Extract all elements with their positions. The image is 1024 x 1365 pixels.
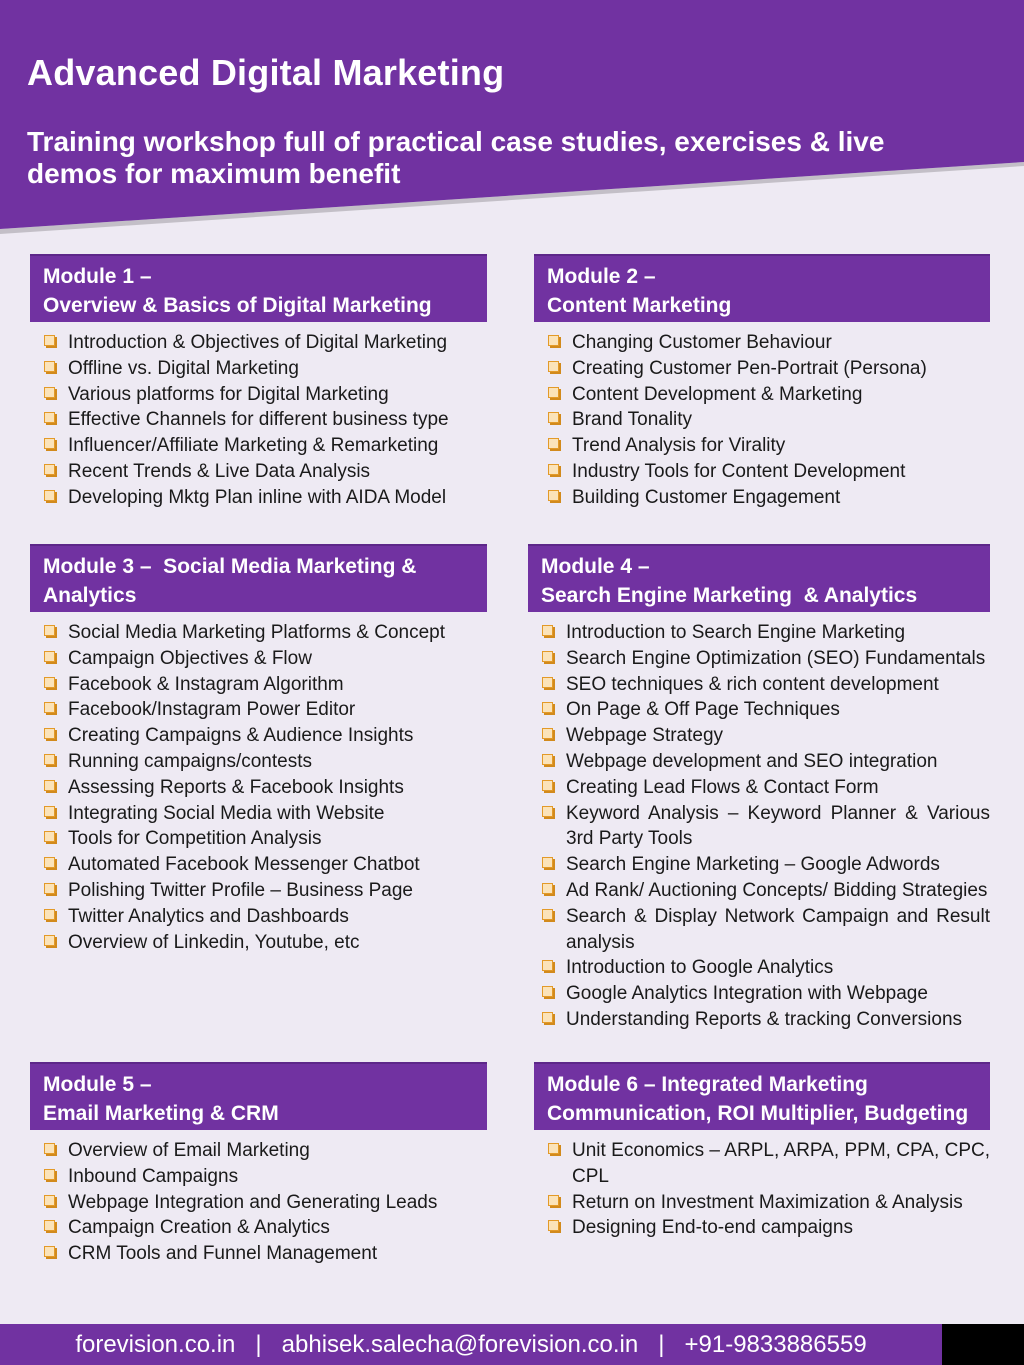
list-item bbox=[30, 801, 487, 827]
list-item bbox=[534, 433, 990, 459]
list-item bbox=[534, 407, 990, 433]
square-bullet-icon bbox=[542, 909, 553, 920]
square-bullet-icon bbox=[44, 935, 55, 946]
list-item bbox=[30, 697, 487, 723]
list-item-text: Unit Economics – ARPL, ARPA, PPM, CPA, CPC, CPL bbox=[572, 1140, 990, 1187]
list-item-text: Designing End-to-end campaigns bbox=[572, 1217, 853, 1239]
list-item bbox=[30, 826, 487, 852]
list-item-text: Webpage Integration and Generating Leads bbox=[68, 1191, 438, 1213]
square-bullet-icon bbox=[44, 677, 55, 688]
module-item-list bbox=[534, 330, 990, 511]
module-heading-line1: Module 6 – Integrated Marketing bbox=[547, 1073, 868, 1096]
footer-phone[interactable]: +91-9833886559 bbox=[684, 1330, 867, 1358]
list-item bbox=[30, 775, 487, 801]
footer-contact-bar bbox=[0, 1324, 942, 1365]
list-item bbox=[30, 852, 487, 878]
list-item-text: Influencer/Affiliate Marketing & Remarketing bbox=[68, 435, 439, 457]
square-bullet-icon bbox=[542, 754, 553, 765]
list-item-text: Campaign Creation & Analytics bbox=[68, 1217, 330, 1239]
square-bullet-icon bbox=[44, 438, 55, 449]
module-4 bbox=[528, 544, 990, 1033]
square-bullet-icon bbox=[542, 986, 553, 997]
list-item-text: Recent Trends & Live Data Analysis bbox=[68, 460, 371, 482]
module-heading-line1: Module 3 – Social Media Marketing & bbox=[43, 555, 417, 578]
square-bullet-icon bbox=[548, 335, 559, 346]
square-bullet-icon bbox=[44, 361, 55, 372]
list-item-text: Ad Rank/ Auctioning Concepts/ Bidding Strategies bbox=[566, 879, 988, 901]
square-bullet-icon bbox=[44, 625, 55, 636]
list-item bbox=[30, 1190, 487, 1216]
list-item-text: Understanding Reports & tracking Conversions bbox=[566, 1008, 963, 1030]
square-bullet-icon bbox=[44, 780, 55, 791]
list-item-text: Polishing Twitter Profile – Business Page bbox=[68, 879, 413, 901]
square-bullet-icon bbox=[542, 960, 553, 971]
list-item-text: On Page & Off Page Techniques bbox=[566, 699, 840, 721]
footer-dark-block bbox=[942, 1324, 1024, 1365]
module-heading bbox=[30, 1062, 487, 1130]
list-item bbox=[528, 723, 990, 749]
square-bullet-icon bbox=[44, 1169, 55, 1180]
list-item-text: Automated Facebook Messenger Chatbot bbox=[68, 854, 420, 876]
square-bullet-icon bbox=[44, 1143, 55, 1154]
list-item bbox=[534, 382, 990, 408]
module-item-list bbox=[30, 1138, 487, 1267]
list-item bbox=[30, 646, 487, 672]
module-heading-line2: Email Marketing & CRM bbox=[43, 1102, 279, 1125]
list-item-text: Developing Mktg Plan inline with AIDA Model bbox=[68, 486, 447, 508]
list-item bbox=[534, 1215, 990, 1241]
list-item bbox=[30, 1138, 487, 1164]
square-bullet-icon bbox=[44, 728, 55, 739]
module-item-list bbox=[30, 620, 487, 955]
list-item bbox=[534, 356, 990, 382]
list-item-text: Facebook & Instagram Algorithm bbox=[68, 673, 344, 695]
page-title: Advanced Digital Marketing bbox=[27, 52, 505, 93]
list-item bbox=[30, 459, 487, 485]
list-item bbox=[30, 330, 487, 356]
footer-separator bbox=[235, 1331, 281, 1359]
list-item bbox=[30, 433, 487, 459]
list-item-text: Keyword Analysis – Keyword Planner & Various 3rd Party Tools bbox=[566, 802, 990, 850]
square-bullet-icon bbox=[44, 651, 55, 662]
list-item-text: Introduction & Objectives of Digital Marketing bbox=[68, 332, 448, 353]
list-item bbox=[528, 1007, 990, 1033]
list-item bbox=[528, 697, 990, 723]
list-item-text: Facebook/Instagram Power Editor bbox=[68, 699, 356, 721]
list-item-text: Inbound Campaigns bbox=[68, 1165, 239, 1187]
module-5 bbox=[30, 1062, 487, 1267]
footer-email-link[interactable]: abhisek.salecha@forevision.co.in bbox=[281, 1330, 639, 1358]
module-item-list bbox=[30, 330, 487, 511]
square-bullet-icon bbox=[44, 412, 55, 423]
list-item-text: Introduction to Google Analytics bbox=[566, 957, 834, 979]
list-item bbox=[534, 330, 990, 356]
list-item-text: CRM Tools and Funnel Management bbox=[68, 1243, 378, 1265]
list-item bbox=[30, 1241, 487, 1267]
square-bullet-icon bbox=[44, 335, 55, 346]
footer-separator bbox=[638, 1331, 684, 1359]
list-item bbox=[534, 459, 990, 485]
square-bullet-icon bbox=[548, 1195, 559, 1206]
module-2 bbox=[534, 254, 990, 511]
list-item-text: Creating Campaigns & Audience Insights bbox=[68, 725, 414, 747]
list-item-text: Creating Lead Flows & Contact Form bbox=[566, 776, 879, 798]
list-item-text: Industry Tools for Content Development bbox=[572, 460, 906, 482]
square-bullet-icon bbox=[44, 1220, 55, 1231]
list-item bbox=[528, 955, 990, 981]
square-bullet-icon bbox=[542, 728, 553, 739]
square-bullet-icon bbox=[44, 490, 55, 501]
square-bullet-icon bbox=[548, 1220, 559, 1231]
module-heading bbox=[528, 544, 990, 612]
square-bullet-icon bbox=[542, 1012, 553, 1023]
list-item bbox=[30, 904, 487, 930]
square-bullet-icon bbox=[542, 883, 553, 894]
separator-glyph: | bbox=[658, 1330, 665, 1358]
square-bullet-icon bbox=[542, 780, 553, 791]
list-item-text: Search Engine Marketing – Google Adwords bbox=[566, 854, 940, 876]
square-bullet-icon bbox=[44, 702, 55, 713]
module-item-list bbox=[528, 620, 990, 1033]
list-item bbox=[30, 878, 487, 904]
square-bullet-icon bbox=[542, 677, 553, 688]
list-item bbox=[30, 382, 487, 408]
module-heading-line2: Overview & Basics of Digital Marketing bbox=[43, 294, 432, 317]
list-item bbox=[30, 356, 487, 382]
list-item-text: Brand Tonality bbox=[572, 409, 693, 431]
list-item-text: Google Analytics Integration with Webpage bbox=[566, 983, 928, 1005]
footer-website-link[interactable]: forevision.co.in bbox=[75, 1330, 236, 1358]
square-bullet-icon bbox=[542, 857, 553, 868]
module-heading-line2: Search Engine Marketing & Analytics bbox=[541, 584, 918, 607]
list-item-text: Assessing Reports & Facebook Insights bbox=[68, 776, 404, 798]
square-bullet-icon bbox=[44, 387, 55, 398]
list-item bbox=[528, 852, 990, 878]
list-item-text: Changing Customer Behaviour bbox=[572, 332, 832, 353]
list-item bbox=[534, 1138, 990, 1190]
list-item bbox=[528, 878, 990, 904]
list-item bbox=[30, 672, 487, 698]
square-bullet-icon bbox=[542, 625, 553, 636]
square-bullet-icon bbox=[44, 754, 55, 765]
square-bullet-icon bbox=[44, 883, 55, 894]
square-bullet-icon bbox=[542, 806, 553, 817]
list-item-text: Overview of Email Marketing bbox=[68, 1140, 310, 1161]
separator-glyph: | bbox=[255, 1330, 262, 1358]
list-item bbox=[30, 1164, 487, 1190]
list-item-text: Tools for Competition Analysis bbox=[68, 828, 322, 850]
list-item-text: Campaign Objectives & Flow bbox=[68, 647, 312, 669]
list-item-text: Search & Display Network Campaign and Result analysis bbox=[566, 905, 990, 953]
page-subtitle: Training workshop full of practical case studies, exercises & live demos for maximum benefit bbox=[27, 126, 885, 189]
list-item-text: Effective Channels for different business type bbox=[68, 409, 449, 431]
list-item bbox=[528, 672, 990, 698]
list-item-text: Building Customer Engagement bbox=[572, 486, 841, 508]
list-item-text: Creating Customer Pen-Portrait (Persona) bbox=[572, 357, 927, 379]
list-item bbox=[528, 749, 990, 775]
list-item-text: Running campaigns/contests bbox=[68, 750, 312, 772]
square-bullet-icon bbox=[548, 490, 559, 501]
list-item-text: Overview of Linkedin, Youtube, etc bbox=[68, 931, 360, 953]
square-bullet-icon bbox=[44, 806, 55, 817]
square-bullet-icon bbox=[548, 1143, 559, 1154]
square-bullet-icon bbox=[548, 412, 559, 423]
list-item bbox=[30, 930, 487, 956]
list-item bbox=[528, 981, 990, 1007]
list-item bbox=[528, 646, 990, 672]
module-heading-line1: Module 2 – bbox=[547, 265, 656, 288]
module-heading-line1: Module 1 – bbox=[43, 265, 152, 288]
list-item-text: SEO techniques & rich content development bbox=[566, 673, 939, 695]
square-bullet-icon bbox=[44, 831, 55, 842]
list-item-text: Introduction to Search Engine Marketing bbox=[566, 622, 906, 643]
list-item bbox=[30, 749, 487, 775]
list-item bbox=[30, 723, 487, 749]
square-bullet-icon bbox=[548, 464, 559, 475]
square-bullet-icon bbox=[44, 1246, 55, 1257]
list-item-text: Webpage Strategy bbox=[566, 725, 724, 747]
module-heading bbox=[30, 544, 487, 612]
list-item-text: Various platforms for Digital Marketing bbox=[68, 383, 389, 405]
list-item bbox=[30, 1215, 487, 1241]
module-heading-line1: Module 4 – bbox=[541, 555, 650, 578]
square-bullet-icon bbox=[44, 909, 55, 920]
module-heading bbox=[534, 254, 990, 322]
list-item bbox=[534, 1190, 990, 1216]
list-item bbox=[534, 485, 990, 511]
list-item-text: Return on Investment Maximization & Analysis bbox=[572, 1191, 963, 1213]
square-bullet-icon bbox=[542, 651, 553, 662]
list-item bbox=[528, 775, 990, 801]
square-bullet-icon bbox=[548, 438, 559, 449]
list-item-text: Offline vs. Digital Marketing bbox=[68, 357, 299, 379]
module-3 bbox=[30, 544, 487, 955]
square-bullet-icon bbox=[548, 387, 559, 398]
list-item-text: Social Media Marketing Platforms & Concept bbox=[68, 622, 445, 643]
list-item-text: Trend Analysis for Virality bbox=[572, 435, 786, 457]
list-item-text: Content Development & Marketing bbox=[572, 383, 863, 405]
list-item bbox=[30, 620, 487, 646]
list-item bbox=[528, 801, 990, 853]
list-item bbox=[528, 904, 990, 956]
list-item-text: Webpage development and SEO integration bbox=[566, 750, 938, 772]
module-heading-line2: Analytics bbox=[43, 584, 137, 607]
module-heading bbox=[30, 254, 487, 322]
square-bullet-icon bbox=[44, 857, 55, 868]
module-1 bbox=[30, 254, 487, 511]
list-item bbox=[30, 485, 487, 511]
module-item-list bbox=[534, 1138, 990, 1241]
list-item-text: Search Engine Optimization (SEO) Fundamentals bbox=[566, 647, 986, 669]
module-heading-line1: Module 5 – bbox=[43, 1073, 152, 1096]
module-heading bbox=[534, 1062, 990, 1130]
module-6 bbox=[534, 1062, 990, 1241]
list-item-text: Integrating Social Media with Website bbox=[68, 802, 385, 824]
square-bullet-icon bbox=[44, 1195, 55, 1206]
module-heading-line2: Content Marketing bbox=[547, 294, 732, 317]
square-bullet-icon bbox=[548, 361, 559, 372]
module-heading-line2: Communication, ROI Multiplier, Budgeting bbox=[547, 1102, 969, 1125]
list-item bbox=[528, 620, 990, 646]
square-bullet-icon bbox=[542, 702, 553, 713]
square-bullet-icon bbox=[44, 464, 55, 475]
list-item bbox=[30, 407, 487, 433]
list-item-text: Twitter Analytics and Dashboards bbox=[68, 905, 349, 927]
